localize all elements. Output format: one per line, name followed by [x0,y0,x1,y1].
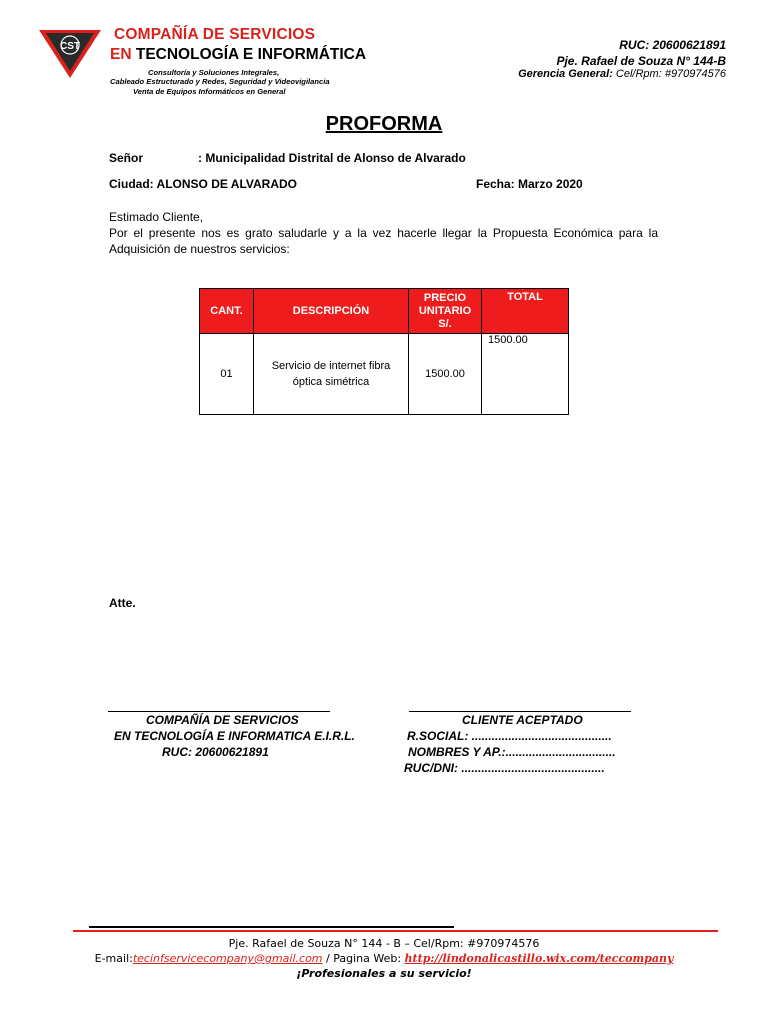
company-logo [38,28,102,80]
closing-atte: Atte. [109,596,136,610]
tagline-1: Consultoría y Soluciones Integrales, [148,68,280,77]
cell-cant: 01 [200,334,254,415]
company-name-line2 [110,46,366,64]
footer-web-label: / Pagina Web: [322,952,405,965]
logo-letters: CST [60,41,80,52]
fecha-field: Fecha: Marzo 2020 [476,177,583,191]
cell-total: 1500.00 [482,334,569,415]
header-precio [409,289,482,334]
header-gerencia [518,68,726,80]
letter-greeting: Estimado Cliente, [109,210,204,224]
footer-divider-black [89,926,454,928]
gerencia-label: Gerencia General: [518,68,613,80]
document-title: PROFORMA [325,113,443,135]
company-name-en: EN [110,46,132,63]
header-precio-line3: S/. [438,317,452,330]
header-address: Pje. Rafael de Souza N° 144-B [556,54,726,68]
gerencia-phone: Cel/Rpm: #970974576 [615,68,726,80]
cell-descripcion-line1: Servicio de internet fibra [271,360,391,372]
cell-precio: 1500.00 [409,334,482,415]
footer-divider-red [73,930,718,932]
footer-slogan: ¡Profesionales a su servicio! [296,967,472,980]
signature-left-line1: COMPAÑÍA DE SERVICIOS [146,713,299,727]
signature-left-line2: EN TECNOLOGÍA E INFORMATICA E.I.R.L. [114,729,355,743]
footer-web-link[interactable]: http://lindonalicastillo.wix.com/teccompany [404,952,674,965]
footer-address: Pje. Rafael de Souza N° 144 - B – Cel/Rpm: #970974576 [228,937,540,950]
signature-line-right [409,711,631,712]
header-precio-line1: PRECIO [423,291,467,304]
signature-left-line3: RUC: 20600621891 [162,745,269,759]
letter-body [109,209,658,257]
company-name-rest: TECNOLOGÍA E INFORMÁTICA [135,46,367,63]
cell-descripcion [254,334,409,415]
header-cant: CANT. [200,289,254,334]
company-name-line1: COMPAÑÍA DE SERVICIOS [114,26,316,43]
senor-label: Señor [109,151,144,165]
header-ruc: RUC: 20600621891 [619,38,726,52]
signature-right-line4: RUC/DNI: ........................................... [404,761,605,775]
header-precio-line2: UNITARIO [418,304,472,317]
signature-right-line3: NOMBRES Y AP.:................................. [408,745,616,759]
letter-line-1: Por el presente nos es grato saludarle y a la vez hacerle llegar la Propuesta Económica para la [109,226,658,240]
header-total: TOTAL [482,289,569,334]
signature-right-line2: R.SOCIAL: .......................................... [407,729,612,743]
signature-right-line1: CLIENTE ACEPTADO [462,713,583,727]
footer-contact [0,952,768,965]
header-descripcion: DESCRIPCIÓN [254,289,409,334]
letter-line-2: Adquisición de nuestros servicios: [109,242,290,256]
cell-descripcion-line2: óptica simétrica [292,376,370,388]
table-header-row [200,289,569,334]
tagline-2: Cableado Estructurado y Redes, Seguridad y Videovigilancia [110,77,330,86]
signature-line-left [108,711,330,712]
footer-email-label: E-mail: [94,952,133,965]
ciudad-field: Ciudad: ALONSO DE ALVARADO [109,177,297,191]
senor-value: : Municipalidad Distrital de Alonso de Alvarado [198,151,466,165]
footer-email-link[interactable]: tecinfservicecompany@gmail.com [132,952,323,965]
proforma-table [199,288,569,415]
table-row [200,334,569,415]
tagline-3: Venta de Equipos Informáticos en General [133,87,286,96]
